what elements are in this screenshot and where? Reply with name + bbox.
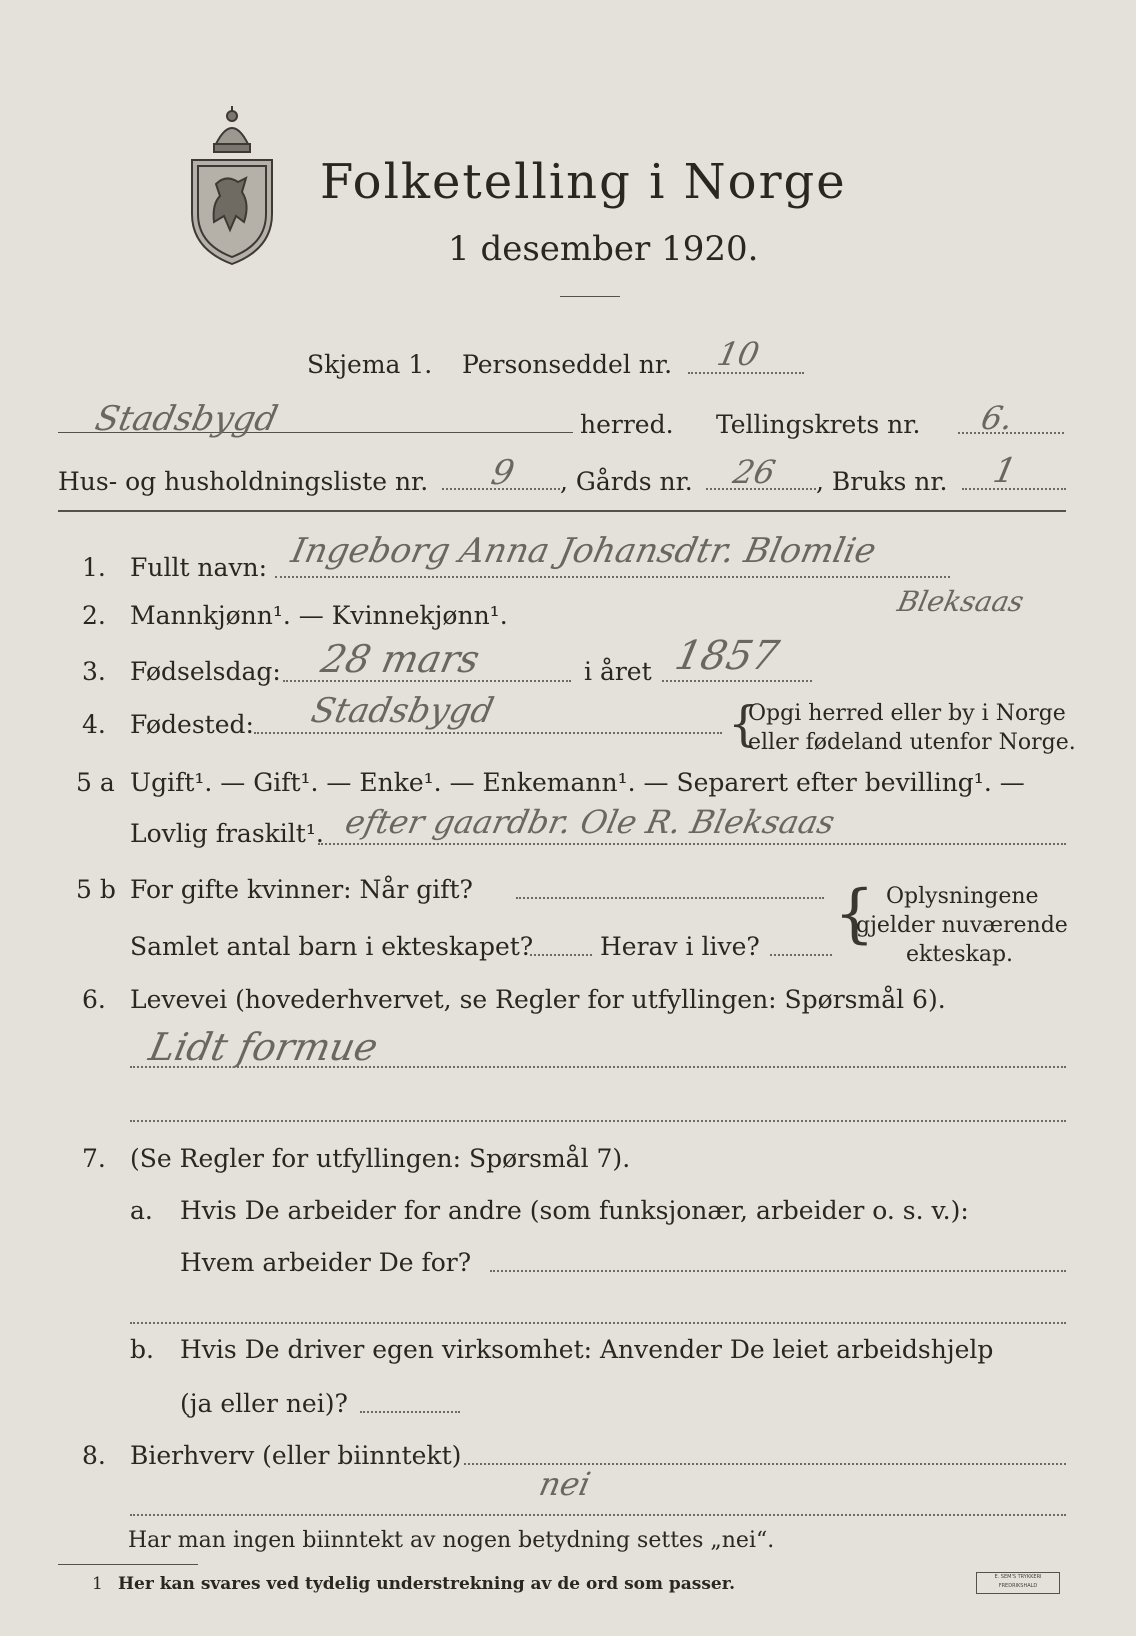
q6-line-2 [130, 1120, 1066, 1122]
tellingskrets-line [958, 432, 1064, 434]
q3-year-line [662, 680, 812, 682]
q3-number: 3. [82, 657, 106, 686]
q4-line [254, 732, 722, 734]
q7a-label: Hvis De arbeider for andre (som funksjonær, arbeider o. s. v.): [180, 1196, 969, 1225]
herred-value: Stadsbygd [91, 399, 282, 439]
gards-value: 26 [729, 453, 779, 491]
tellingskrets-value: 6. [977, 399, 1017, 437]
q6-line-1 [130, 1066, 1066, 1068]
q5a-number: 5 a [76, 768, 115, 797]
q8-number: 8. [82, 1441, 106, 1470]
q7a-line-1 [490, 1270, 1066, 1272]
q7a-line-2 [130, 1322, 1066, 1324]
q4-brace: { [728, 696, 759, 752]
q5b-label-3: Herav i live? [600, 932, 760, 961]
bruks-label: , Bruks nr. [816, 467, 948, 496]
q5b-note-3: ekteskap. [906, 942, 1014, 967]
footer-note: Har man ingen biinntekt av nogen betydning settes „nei“. [128, 1528, 775, 1553]
q4-label: Fødested: [130, 710, 254, 739]
personseddel-label: Personseddel nr. [462, 350, 673, 379]
q4-note-1: Opgi herred eller by i Norge [748, 701, 1066, 726]
q1-value-2: Bleksaas [894, 585, 1027, 618]
q7-number: 7. [82, 1144, 106, 1173]
q7b-label: Hvis De driver egen virksomhet: Anvender De leiet arbeidshjelp [180, 1335, 994, 1364]
bruks-line [962, 488, 1066, 490]
hus-value: 9 [487, 453, 518, 493]
herred-label: herred. [580, 410, 674, 439]
q2-number: 2. [82, 601, 106, 630]
footnote-mark: 1 [92, 1574, 103, 1594]
printer-text: E. SEM'S TRYKKERI FREDRIKSHALD [994, 1574, 1042, 1589]
q3-label: Fødselsdag: [130, 657, 281, 686]
q2-label: Mannkjønn¹. — Kvinnekjønn¹. [130, 601, 508, 630]
q5b-number: 5 b [76, 875, 116, 904]
q4-note-2: eller fødeland utenfor Norge. [748, 730, 1076, 755]
q3-value: 28 mars [317, 637, 484, 681]
q7b-label-2: (ja eller nei)? [180, 1389, 348, 1418]
q1-value: Ingeborg Anna Johansdtr. Blomlie [287, 531, 880, 571]
q5b-note-2: gjelder nuværende [856, 913, 1068, 938]
q3-year: 1857 [671, 633, 783, 679]
q7b-letter: b. [130, 1335, 154, 1364]
personseddel-value: 10 [713, 335, 763, 373]
q1-label: Fullt navn: [130, 553, 268, 582]
q7a-label-2: Hvem arbeider De for? [180, 1248, 472, 1277]
q7-label: (Se Regler for utfyllingen: Spørsmål 7). [130, 1144, 631, 1173]
q3-year-label: i året [584, 657, 652, 686]
q5b-line [516, 897, 824, 899]
q1-number: 1. [82, 553, 106, 582]
title-divider [560, 296, 620, 297]
q5b-line-3 [770, 954, 832, 956]
coat-of-arms-icon [186, 104, 278, 266]
q5a-label: Ugift¹. — Gift¹. — Enke¹. — Enkemann¹. — Separert efter bevilling¹. — [130, 768, 1025, 797]
footnote-text: Her kan svares ved tydelig understrekning av de ord som passer. [118, 1574, 736, 1594]
q5a-label-2: Lovlig fraskilt¹. [130, 819, 324, 848]
q5a-value: efter gaardbr. Ole R. Bleksaas [341, 803, 839, 841]
header-divider [58, 510, 1066, 512]
q8-label: Bierhverv (eller biinntekt) [130, 1441, 462, 1470]
q7a-letter: a. [130, 1196, 153, 1225]
q6-value: Lidt formue [145, 1025, 382, 1069]
q5b-label-2: Samlet antal barn i ekteskapet? [130, 932, 534, 961]
q6-number: 6. [82, 985, 106, 1014]
form-title: Folketelling i Norge [320, 154, 847, 210]
printer-mark [976, 1572, 1060, 1594]
schema-label: Skjema 1. [307, 350, 433, 379]
hus-label: Hus- og husholdningsliste nr. [58, 467, 429, 496]
gards-label: , Gårds nr. [560, 467, 693, 496]
bruks-value: 1 [989, 451, 1020, 491]
q4-value: Stadsbygd [307, 691, 498, 731]
q5a-line [318, 843, 1066, 845]
q8-value: nei [535, 1465, 594, 1503]
q6-label: Levevei (hovederhvervet, se Regler for utfyllingen: Spørsmål 6). [130, 985, 946, 1014]
tellingskrets-label: Tellingskrets nr. [716, 410, 921, 439]
q8-line-2 [130, 1514, 1066, 1516]
q4-number: 4. [82, 710, 106, 739]
q1-line [275, 576, 950, 578]
q5b-line-2 [530, 954, 592, 956]
q5b-note-1: Oplysningene [886, 884, 1039, 909]
census-date: 1 desember 1920. [448, 229, 759, 269]
q7b-line [360, 1411, 460, 1413]
footnote-divider [58, 1564, 198, 1565]
q5b-brace: { [834, 877, 875, 951]
q5b-label: For gifte kvinner: Når gift? [130, 875, 473, 904]
